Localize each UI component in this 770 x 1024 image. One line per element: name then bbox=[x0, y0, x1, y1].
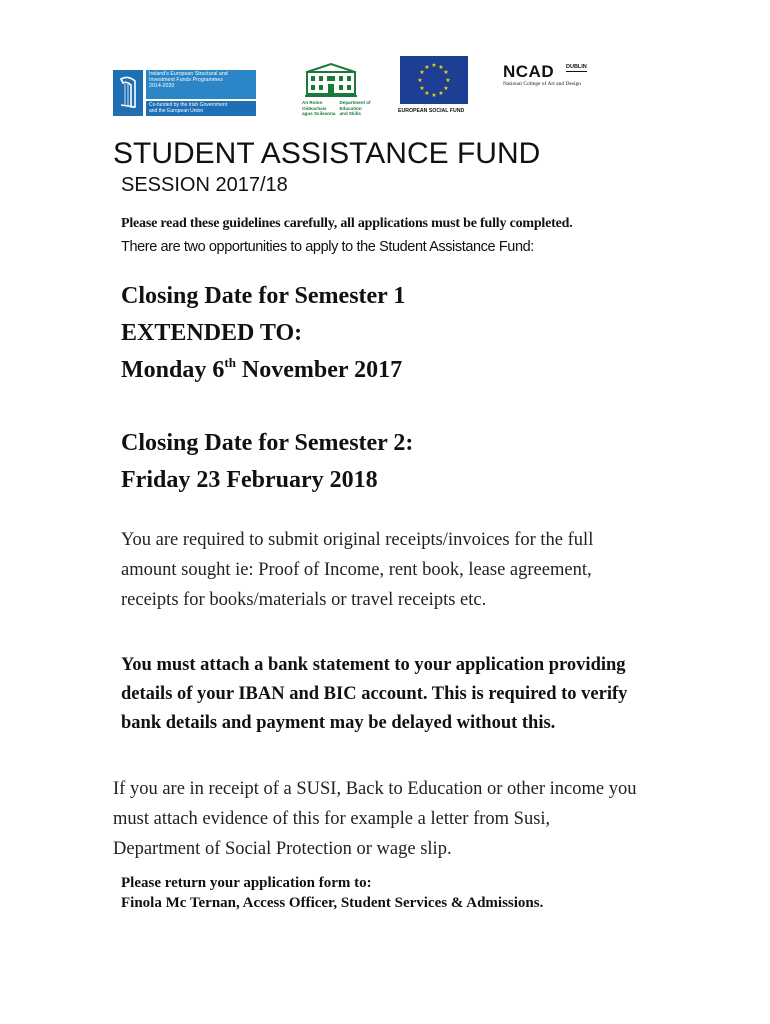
guidelines-note: Please read these guidelines carefully, all applications must be fully completed. bbox=[121, 216, 573, 231]
esif-top-text bbox=[146, 70, 256, 99]
semester2-date: Friday 23 February 2018 bbox=[121, 467, 378, 493]
page-title: STUDENT ASSISTANCE FUND bbox=[113, 137, 541, 170]
svg-text:★: ★ bbox=[417, 77, 423, 84]
dept-irish-name bbox=[302, 100, 335, 117]
svg-text:★: ★ bbox=[431, 92, 437, 99]
semester1-date-suffix: th bbox=[224, 355, 236, 370]
susi-line: If you are in receipt of a SUSI, Back to Education or other income you bbox=[113, 779, 637, 799]
semester1-date-pre: Monday 6 bbox=[121, 357, 225, 383]
harp-icon bbox=[113, 70, 143, 116]
esif-bottom-text bbox=[146, 101, 256, 116]
dept-line: Oideachais bbox=[302, 105, 327, 111]
dept-english-name bbox=[339, 100, 370, 117]
ncad-wordmark: NCAD bbox=[503, 62, 555, 81]
semester1-date bbox=[121, 352, 405, 391]
bank-line: bank details and payment may be delayed without this. bbox=[121, 713, 556, 733]
dept-line: Department of bbox=[339, 100, 371, 105]
esif-top-line: Ireland's European Structural and bbox=[149, 71, 228, 77]
return-recipient: Finola Mc Ternan, Access Officer, Student Services & Admissions. bbox=[121, 895, 544, 911]
svg-text:★: ★ bbox=[419, 69, 425, 76]
semester2-heading: Closing Date for Semester 2: bbox=[121, 430, 414, 456]
esif-logo bbox=[113, 70, 256, 116]
semester1-heading: Closing Date for Semester 1 bbox=[121, 283, 406, 309]
intro-text: There are two opportunities to apply to the Student Assistance Fund: bbox=[121, 239, 534, 255]
semester2-closing-block bbox=[121, 425, 413, 499]
receipts-line: You are required to submit original receipts/invoices for the full bbox=[121, 530, 594, 550]
svg-text:★: ★ bbox=[443, 85, 449, 92]
svg-text:★: ★ bbox=[419, 85, 425, 92]
dept-line: and Skills bbox=[339, 111, 361, 116]
ncad-full-name: National College of Art and Design bbox=[503, 81, 582, 87]
bank-line: details of your IBAN and BIC account. This is required to verify bbox=[121, 684, 628, 704]
dept-line: Education bbox=[339, 105, 362, 111]
eu-social-fund-logo bbox=[398, 56, 470, 118]
esif-bottom-line: and the European Union bbox=[149, 108, 204, 114]
esif-top-line: 2014-2020 bbox=[149, 83, 175, 89]
svg-text:★: ★ bbox=[438, 64, 444, 71]
svg-text:★: ★ bbox=[445, 77, 451, 84]
esif-top-line: Investment Funds Programmes bbox=[149, 77, 223, 83]
susi-line: must attach evidence of this for example a letter from Susi, bbox=[113, 809, 551, 829]
susi-paragraph bbox=[113, 774, 733, 864]
eu-flag-icon bbox=[400, 56, 468, 104]
return-address-block bbox=[121, 873, 543, 913]
dept-education-logo bbox=[302, 62, 380, 116]
ncad-city: DUBLIN bbox=[566, 64, 587, 70]
svg-text:★: ★ bbox=[424, 64, 430, 71]
receipts-line: amount sought ie: Proof of Income, rent book, lease agreement, bbox=[121, 560, 592, 580]
bank-line: You must attach a bank statement to your application providing bbox=[121, 655, 626, 675]
svg-text:★: ★ bbox=[424, 90, 430, 97]
semester1-date-post: November 2017 bbox=[235, 357, 403, 383]
return-instruction: Please return your application form to: bbox=[121, 875, 372, 891]
dept-line: agus Scileanna bbox=[302, 111, 336, 116]
bank-statement-paragraph bbox=[121, 651, 701, 738]
svg-text:★: ★ bbox=[431, 62, 437, 69]
session-label: SESSION 2017/18 bbox=[121, 174, 288, 196]
receipts-paragraph bbox=[121, 525, 681, 615]
dept-line: An Roinn bbox=[302, 100, 323, 105]
government-building-icon bbox=[305, 62, 357, 98]
semester1-closing-block bbox=[121, 278, 405, 391]
ncad-logo bbox=[503, 62, 603, 92]
receipts-line: receipts for books/materials or travel receipts etc. bbox=[121, 590, 487, 610]
eu-caption: EUROPEAN SOCIAL FUND bbox=[398, 108, 465, 114]
semester1-extended: EXTENDED TO: bbox=[121, 320, 303, 346]
esif-bottom-line: Co-funded by the Irish Government bbox=[149, 102, 228, 108]
svg-text:★: ★ bbox=[438, 90, 444, 97]
svg-text:★: ★ bbox=[443, 69, 449, 76]
susi-line: Department of Social Protection or wage slip. bbox=[113, 839, 452, 859]
